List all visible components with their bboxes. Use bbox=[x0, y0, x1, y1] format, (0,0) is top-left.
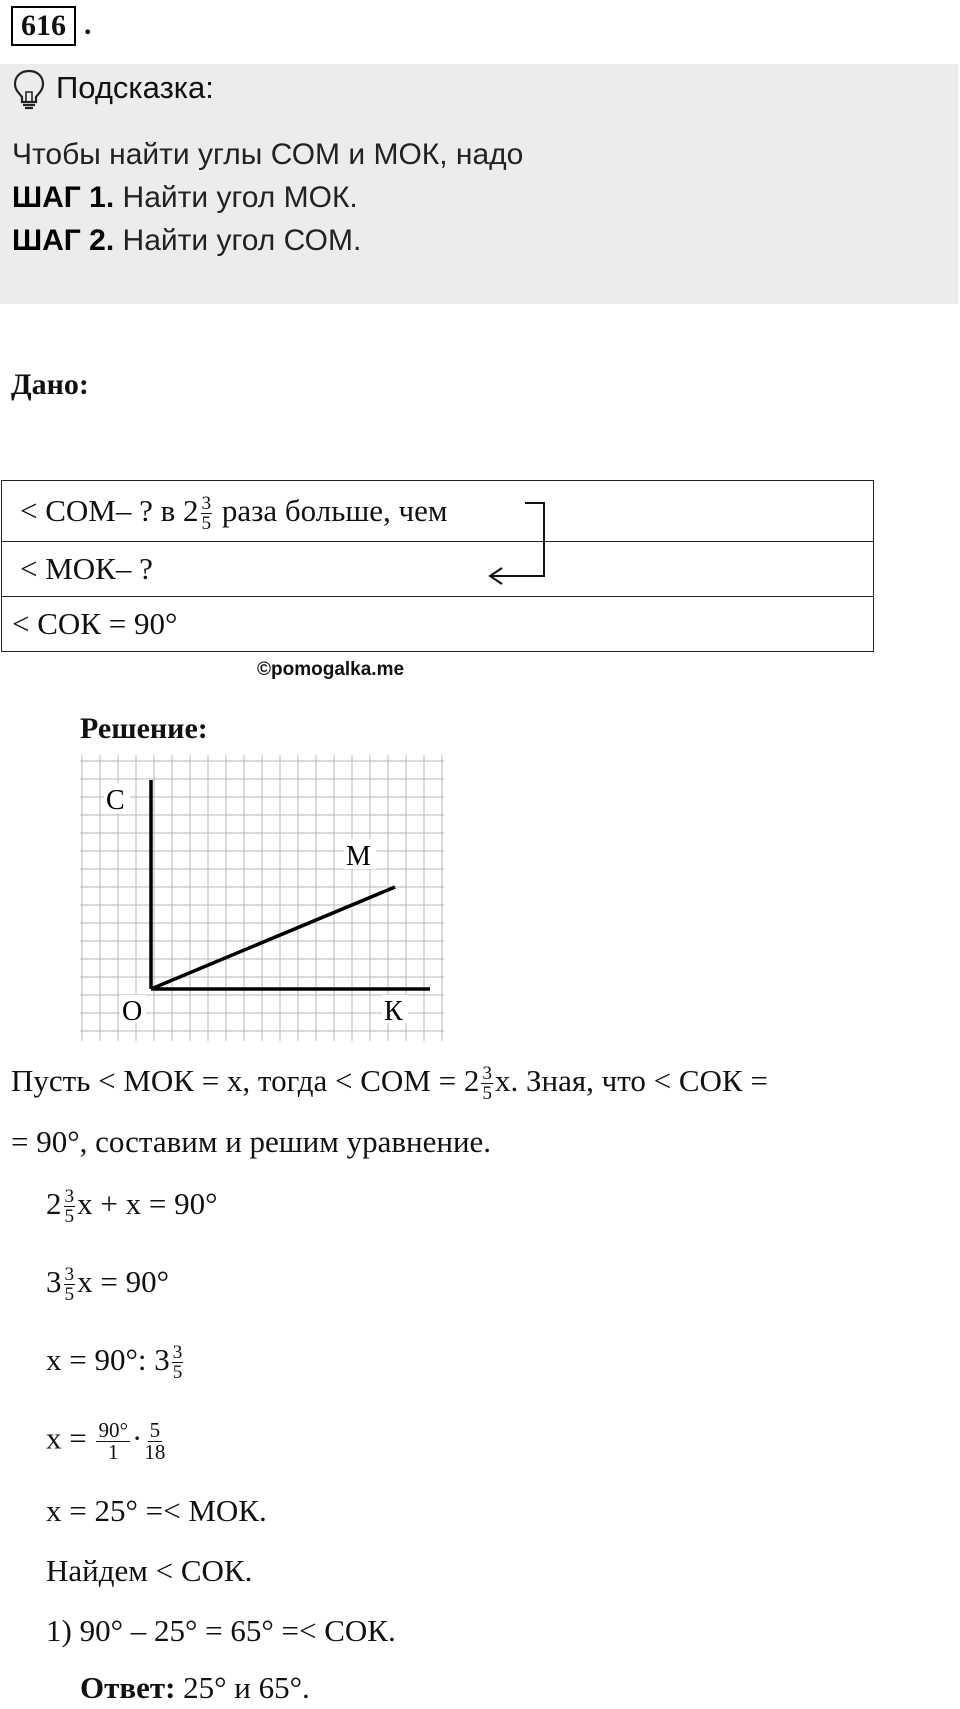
given-row-com bbox=[2, 481, 873, 541]
eq4-dot: · bbox=[132, 1420, 143, 1456]
find-cok-text: Найдем < СОК. bbox=[46, 1553, 253, 1588]
point-label-m: М bbox=[346, 841, 371, 872]
watermark: ©pomogalka.me bbox=[257, 659, 405, 680]
fraction-denominator: 5 bbox=[172, 1362, 183, 1384]
eq2-b: x = 90° bbox=[77, 1264, 169, 1299]
eq3-a: x = 90°: 3 bbox=[46, 1342, 170, 1377]
hint-step-2 bbox=[12, 224, 361, 258]
given-row-mok bbox=[2, 541, 873, 596]
hint-intro: Чтобы найти углы СОМ и МОК, надо bbox=[12, 138, 524, 171]
fraction-numerator: 3 bbox=[172, 1342, 183, 1364]
equation-1 bbox=[46, 1186, 217, 1227]
point-label-c: С bbox=[106, 785, 125, 816]
fraction-denominator: 5 bbox=[201, 513, 212, 535]
given-row2-text: < МОК– ? bbox=[20, 551, 153, 586]
given-table bbox=[1, 480, 874, 652]
given-row-cok bbox=[2, 596, 873, 651]
eq2-a: 3 bbox=[46, 1264, 62, 1299]
answer-value: 25° и 65°. bbox=[183, 1670, 310, 1705]
fraction-numerator: 3 bbox=[64, 1186, 75, 1208]
solution-text1-a: Пусть < МОК = x, тогда < СОМ = 2 bbox=[11, 1063, 480, 1098]
given-row1-prefix: < СОМ– ? в 2 bbox=[20, 493, 199, 528]
solution-text-line-2: = 90°, составим и решим уравнение. bbox=[11, 1124, 492, 1159]
fraction-denominator: 5 bbox=[64, 1206, 75, 1228]
eq1-b: x + x = 90° bbox=[77, 1186, 218, 1221]
ray-om bbox=[151, 887, 395, 989]
solution-text-line-1 bbox=[11, 1063, 768, 1104]
problem-number: 616 bbox=[11, 6, 76, 46]
solution-heading: Решение: bbox=[80, 712, 208, 745]
comparison-arrow bbox=[480, 496, 550, 586]
equation-2 bbox=[46, 1264, 169, 1305]
eq2-fraction bbox=[64, 1265, 76, 1304]
fraction-numerator: 3 bbox=[482, 1063, 492, 1085]
fraction-numerator: 90° bbox=[98, 1418, 128, 1442]
equation-4 bbox=[46, 1420, 167, 1463]
eq4-fraction-1 bbox=[96, 1420, 130, 1463]
hint-step-2-label: ШАГ 2. bbox=[12, 224, 115, 257]
point-label-k: К bbox=[384, 996, 403, 1027]
solution-text1-b: x. Зная, что < СОК = bbox=[494, 1063, 768, 1098]
equation-5: x = 25° =< МОК. bbox=[46, 1493, 267, 1528]
fraction-denominator: 5 bbox=[64, 1284, 75, 1306]
eq1-fraction bbox=[64, 1187, 76, 1226]
given-row3-text: < СОК = 90° bbox=[12, 606, 178, 641]
point-label-o: О bbox=[122, 996, 143, 1027]
solution-step-1: 1) 90° – 25° = 65° =< СОК. bbox=[46, 1613, 396, 1648]
answer-label: Ответ: bbox=[80, 1670, 176, 1705]
eq3-fraction bbox=[172, 1343, 184, 1382]
hint-title: Подсказка: bbox=[56, 70, 214, 105]
hint-step-1-text: Найти угол МОК. bbox=[122, 181, 358, 214]
solution-text1-fraction bbox=[481, 1064, 493, 1103]
fraction-numerator: 3 bbox=[201, 493, 212, 515]
eq4-a: x = bbox=[46, 1420, 87, 1456]
angle-diagram bbox=[80, 755, 444, 1041]
lightbulb-icon bbox=[12, 68, 46, 110]
hint-step-2-text: Найти угол СОМ. bbox=[122, 224, 362, 257]
problem-number-dot: . bbox=[84, 8, 92, 41]
fraction-numerator: 3 bbox=[64, 1264, 75, 1286]
eq1-a: 2 bbox=[46, 1186, 62, 1221]
given-heading: Дано: bbox=[11, 368, 89, 401]
hint-step-1 bbox=[12, 181, 358, 215]
fraction-denominator: 1 bbox=[107, 1440, 119, 1465]
eq4-fraction-2 bbox=[144, 1420, 165, 1463]
answer-line bbox=[80, 1670, 310, 1706]
fraction-numerator: 5 bbox=[149, 1418, 161, 1442]
equation-3 bbox=[46, 1342, 185, 1383]
hint-step-1-label: ШАГ 1. bbox=[12, 181, 115, 214]
given-row1-suffix: раза больше, чем bbox=[221, 493, 448, 528]
fraction-denominator: 5 bbox=[482, 1083, 492, 1105]
fraction-denominator: 18 bbox=[144, 1440, 166, 1465]
given-row1-fraction bbox=[201, 494, 213, 533]
